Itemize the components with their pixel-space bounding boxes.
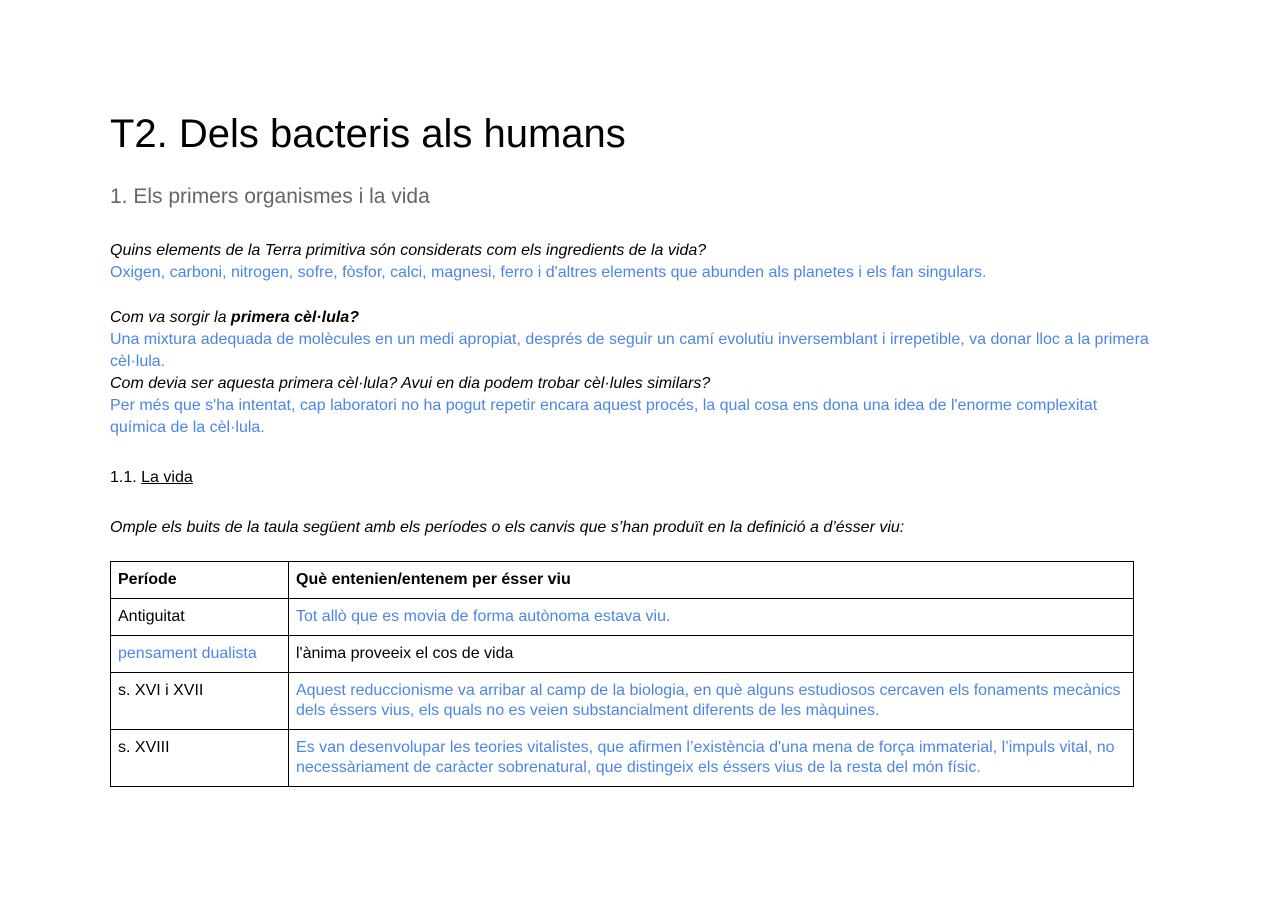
document-title: T2. Dels bacteris als humans: [110, 112, 626, 156]
cell-period: s. XVIII: [111, 730, 289, 787]
section-title: La vida: [141, 469, 193, 486]
question-2-bold: primera cèl·lula?: [230, 309, 359, 326]
cell-definition: l'ànima proveeix el cos de vida: [289, 636, 1134, 673]
periods-table: [110, 561, 1134, 787]
header-definition: Què entenien/entenem per ésser viu: [289, 562, 1134, 599]
question-2-prefix: Com va sorgir la: [110, 309, 231, 326]
table-row: [111, 636, 1134, 673]
table-row: [111, 599, 1134, 636]
table-row: [111, 730, 1134, 787]
question-3: Com devia ser aquesta primera cèl·lula? Avui en dia podem trobar cèl·lules similars?: [110, 375, 711, 392]
qa-block-1: [110, 240, 1150, 284]
question-1: Quins elements de la Terra primitiva són considerats com els ingredients de la vida?: [110, 242, 707, 259]
header-period: Període: [111, 562, 289, 599]
cell-period: s. XVI i XVII: [111, 673, 289, 730]
table-header-row: [111, 562, 1134, 599]
answer-3: Per més que s'ha intentat, cap laboratori no ha pogut repetir encara aquest procés, la qual cosa ens dona una idea de l'enorme complexitat química de la cèl·lula.: [110, 397, 1098, 436]
cell-period: pensament dualista: [111, 636, 289, 673]
qa-block-2: [110, 307, 1150, 439]
cell-definition: Aquest reduccionisme va arribar al camp de la biologia, en què alguns estudiosos cercaven els fonaments mecànics dels éssers vius, els quals no es veien substancialment diferents de les màquines.: [289, 673, 1134, 730]
table-row: [111, 673, 1134, 730]
answer-1: Oxigen, carboni, nitrogen, sofre, fòsfor, calci, magnesi, ferro i d'altres elements que abunden als planetes i els fan singulars.: [110, 264, 987, 281]
table-instruction: Omple els buits de la taula següent amb els períodes o els canvis que s’han produït en la definició a d’ésser viu:: [110, 519, 905, 536]
cell-period: Antiguitat: [111, 599, 289, 636]
section-heading: [110, 467, 193, 489]
document-subtitle: 1. Els primers organismes i la vida: [110, 185, 430, 208]
cell-definition: Es van desenvolupar les teories vitalistes, que afirmen l’existència d'una mena de força immaterial, l’impuls vital, no necessàriament de caràcter sobrenatural, que distingeix els éssers vius de la resta del món físic.: [289, 730, 1134, 787]
question-2: [110, 307, 1150, 329]
cell-definition: Tot allò que es movia de forma autònoma estava viu.: [289, 599, 1134, 636]
answer-2: Una mixtura adequada de molècules en un medi apropiat, després de seguir un camí evolutiu inversemblant i irrepetible, va donar lloc a la primera cèl·lula.: [110, 331, 1149, 370]
section-number: 1.1.: [110, 469, 137, 486]
